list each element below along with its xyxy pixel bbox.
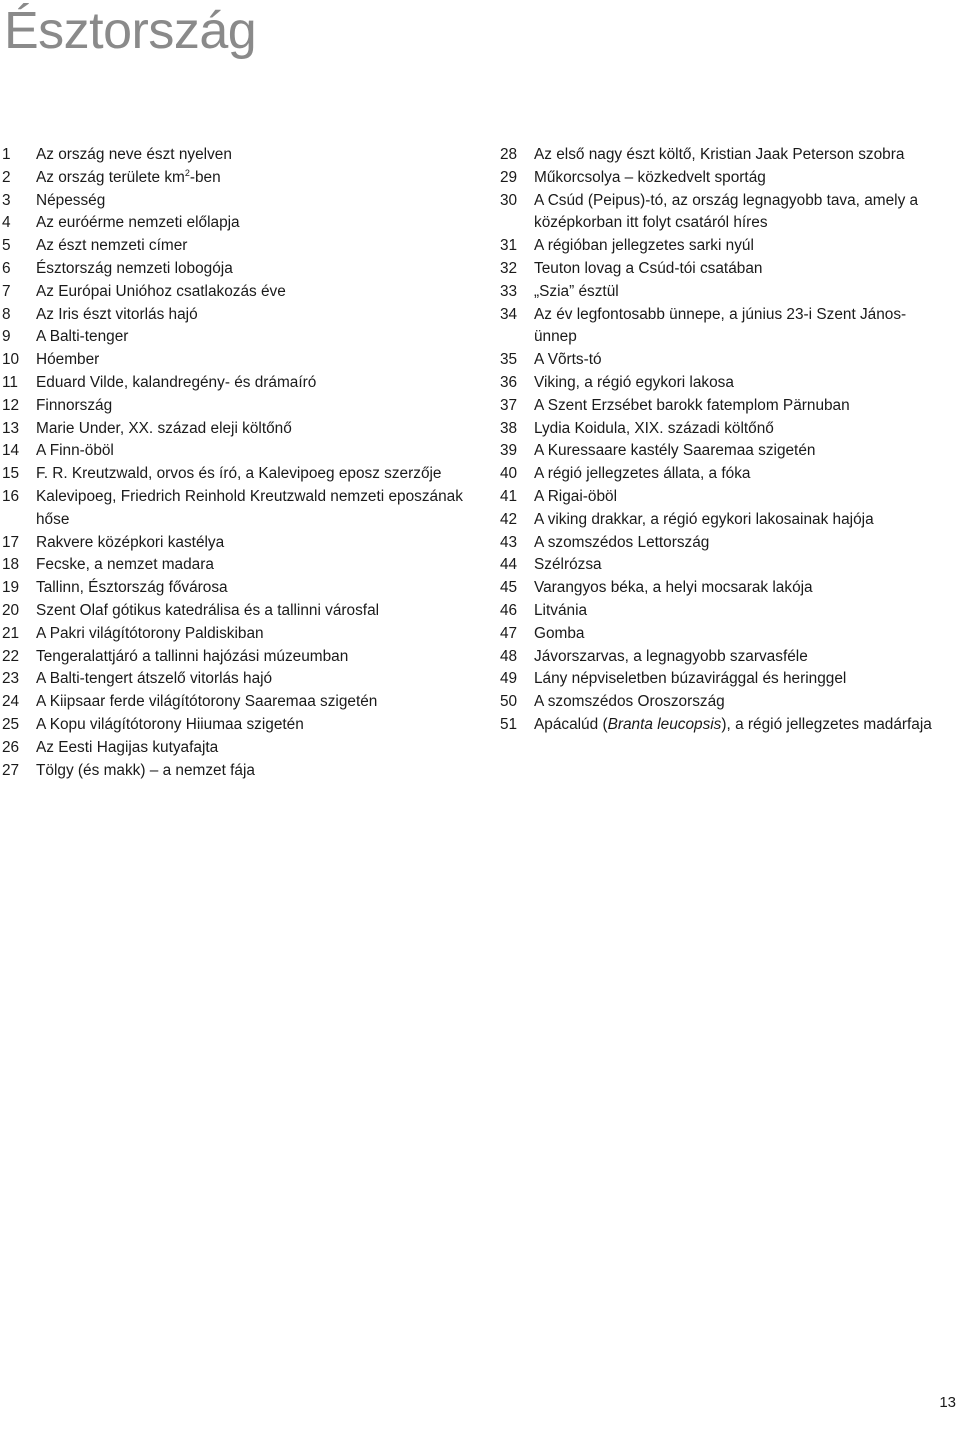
item-text: Az első nagy észt költő, Kristian Jaak Peterson szobra (534, 146, 905, 163)
item-number: 49 (500, 670, 518, 688)
item-text: A Balti-tenger (36, 328, 129, 346)
item-text (36, 167, 472, 190)
legend-item (500, 440, 940, 463)
item-number: 8 (2, 305, 11, 323)
legend-item (2, 463, 472, 486)
item-text-part: ), a régió jellegzetes madárfaja (721, 715, 932, 733)
legend-item (2, 190, 472, 213)
item-number: 32 (500, 259, 518, 277)
item-text: Az Eesti Hagijas kutyafajta (36, 738, 219, 756)
item-text: Kalevipoeg, Friedrich Reinhold Kreutzwald nemzeti eposzának hőse (36, 487, 463, 528)
legend-item (500, 395, 940, 418)
legend-item (500, 646, 940, 669)
legend-list-left (2, 144, 472, 782)
legend-item (2, 212, 472, 235)
item-number: 41 (500, 487, 518, 505)
item-text: Az ország neve észt nyelven (36, 146, 232, 163)
item-number: 47 (500, 624, 518, 642)
item-number: 44 (500, 556, 518, 574)
legend-item (2, 646, 472, 669)
item-text: A szomszédos Oroszország (534, 693, 725, 711)
legend-item (500, 372, 940, 395)
item-number: 42 (500, 510, 518, 528)
item-text: A Rigai-öböl (534, 487, 617, 505)
item-text (534, 714, 940, 737)
item-text: F. R. Kreutzwald, orvos és író, a Kalevipoeg eposz szerzője (36, 465, 442, 483)
item-text: A szomszédos Lettország (534, 533, 710, 551)
species-name: Branta leucopsis (607, 715, 722, 733)
item-text: „Szia” észtül (534, 282, 619, 300)
item-text: A viking drakkar, a régió egykori lakosainak hajója (534, 510, 874, 528)
item-number: 36 (500, 373, 518, 391)
item-number: 6 (2, 259, 11, 277)
item-number: 27 (2, 761, 20, 779)
item-text: Fecske, a nemzet madara (36, 556, 214, 574)
page-title: Észtország (4, 2, 257, 60)
item-number: 21 (2, 624, 20, 642)
item-text: Tölgy (és makk) – a nemzet fája (36, 761, 255, 779)
item-text: Rakvere középkori kastélya (36, 533, 225, 551)
item-number: 40 (500, 465, 518, 483)
superscript: 2 (184, 167, 190, 178)
item-number: 24 (2, 693, 20, 711)
item-text: Tengeralattjáró a tallinni hajózási múzeumban (36, 647, 349, 665)
item-number: 43 (500, 533, 518, 551)
legend-item (500, 532, 940, 555)
legend-item (500, 304, 940, 350)
legend-item (2, 600, 472, 623)
item-text-part: -ben (189, 168, 221, 186)
legend-item (2, 623, 472, 646)
item-text: Népesség (36, 191, 106, 209)
item-text: A Szent Erzsébet barokk fatemplom Pärnuban (534, 396, 850, 414)
legend-item (2, 714, 472, 737)
legend-item (500, 349, 940, 372)
item-number: 4 (2, 214, 11, 232)
legend-item (2, 486, 472, 532)
item-number: 13 (2, 419, 20, 437)
item-number: 5 (2, 237, 11, 255)
item-text: Lydia Koidula, XIX. századi költőnő (534, 419, 774, 437)
item-text: Az év legfontosabb ünnepe, a június 23-i Szent János-ünnep (534, 305, 907, 346)
legend-item (2, 554, 472, 577)
legend-item (500, 691, 940, 714)
item-text: A régióban jellegzetes sarki nyúl (534, 237, 754, 255)
item-text-part: Apácalúd ( (534, 715, 608, 733)
item-number: 16 (2, 487, 20, 505)
legend-item (500, 714, 940, 737)
item-number: 18 (2, 556, 20, 574)
legend-item (500, 486, 940, 509)
item-text: Teuton lovag a Csúd-tói csatában (534, 259, 763, 277)
item-text: Észtország nemzeti lobogója (36, 259, 233, 277)
item-number: 2 (2, 168, 11, 186)
item-text-part: Az ország területe km (36, 168, 185, 186)
item-text: Tallinn, Észtország fővárosa (36, 579, 228, 597)
legend-list-right (500, 144, 940, 737)
item-text: A Kopu világítótorony Hiiumaa szigetén (36, 715, 304, 733)
legend-item (500, 281, 940, 304)
item-number: 7 (2, 282, 11, 300)
legend-item (500, 167, 940, 190)
item-text: A Pakri világítótorony Paldiskiban (36, 624, 264, 642)
item-text: Az Európai Unióhoz csatlakozás éve (36, 282, 286, 300)
legend-item (2, 440, 472, 463)
legend-item (2, 235, 472, 258)
item-number: 23 (2, 670, 20, 688)
legend-item (500, 509, 940, 532)
item-number: 15 (2, 465, 20, 483)
item-text: Az észt nemzeti címer (36, 237, 188, 255)
item-number: 1 (2, 146, 11, 163)
legend-item (2, 326, 472, 349)
legend-item (2, 532, 472, 555)
item-number: 20 (2, 601, 20, 619)
item-text: A régió jellegzetes állata, a fóka (534, 465, 751, 483)
legend-item (500, 463, 940, 486)
item-number: 26 (2, 738, 20, 756)
item-number: 39 (500, 442, 518, 460)
legend-item (2, 668, 472, 691)
item-number: 30 (500, 191, 518, 209)
item-number: 28 (500, 146, 518, 163)
item-text: Viking, a régió egykori lakosa (534, 373, 734, 391)
item-text: A Võrts-tó (534, 351, 602, 369)
legend-item (500, 623, 940, 646)
legend-item (2, 691, 472, 714)
item-text: Varangyos béka, a helyi mocsarak lakója (534, 579, 813, 597)
item-text: Hóember (36, 351, 100, 369)
item-text: A Finn-öböl (36, 442, 114, 460)
item-number: 33 (500, 282, 518, 300)
item-text: Litvánia (534, 601, 588, 619)
legend-item (500, 190, 940, 236)
legend-item (2, 395, 472, 418)
legend-item (2, 167, 472, 190)
legend-item (2, 281, 472, 304)
page-number: 13 (939, 1394, 956, 1411)
legend-item (2, 418, 472, 441)
item-number: 3 (2, 191, 11, 209)
item-number: 12 (2, 396, 20, 414)
item-number: 22 (2, 647, 20, 665)
item-text: Marie Under, XX. század eleji költőnő (36, 419, 292, 437)
legend-item (2, 349, 472, 372)
item-text: Műkorcsolya – közkedvelt sportág (534, 168, 766, 186)
item-text: Az Iris észt vitorlás hajó (36, 305, 198, 323)
item-text: Jávorszarvas, a legnagyobb szarvasféle (534, 647, 808, 665)
item-number: 50 (500, 693, 518, 711)
item-number: 46 (500, 601, 518, 619)
item-text: A Kuressaare kastély Saaremaa szigetén (534, 442, 816, 460)
legend-item (500, 668, 940, 691)
item-number: 9 (2, 328, 11, 346)
item-text: Szent Olaf gótikus katedrálisa és a tallinni városfal (36, 601, 380, 619)
legend-item (500, 418, 940, 441)
item-number: 37 (500, 396, 518, 414)
item-number: 19 (2, 579, 20, 597)
item-number: 31 (500, 237, 518, 255)
legend-item (500, 554, 940, 577)
item-text: Lány népviseletben búzavirággal és heringgel (534, 670, 847, 688)
item-number: 45 (500, 579, 518, 597)
item-number: 29 (500, 168, 518, 186)
item-number: 48 (500, 647, 518, 665)
item-text: A Kiipsaar ferde világítótorony Saaremaa szigetén (36, 693, 378, 711)
item-number: 34 (500, 305, 518, 323)
item-text: A Balti-tengert átszelő vitorlás hajó (36, 670, 273, 688)
item-number: 11 (2, 373, 18, 391)
legend-item (500, 235, 940, 258)
legend-item (2, 144, 472, 167)
legend-item (2, 372, 472, 395)
item-number: 17 (2, 533, 20, 551)
legend-item (500, 144, 940, 167)
item-number: 14 (2, 442, 20, 460)
legend-item (2, 577, 472, 600)
legend-item (2, 304, 472, 327)
item-text: Az euróérme nemzeti előlapja (36, 214, 240, 232)
legend-item (500, 258, 940, 281)
legend-item (2, 760, 472, 783)
item-text: Eduard Vilde, kalandregény- és drámaíró (36, 373, 317, 391)
item-text: Gomba (534, 624, 585, 642)
item-text: A Csúd (Peipus)-tó, az ország legnagyobb tava, amely a középkorban itt folyt csatáról híres (534, 191, 919, 232)
legend-item (500, 600, 940, 623)
item-text: Finnország (36, 396, 113, 414)
item-text: Szélrózsa (534, 556, 602, 574)
item-number: 25 (2, 715, 20, 733)
item-number: 38 (500, 419, 518, 437)
legend-item (2, 258, 472, 281)
legend-item (500, 577, 940, 600)
item-number: 10 (2, 351, 20, 369)
item-number: 51 (500, 715, 518, 733)
item-number: 35 (500, 351, 518, 369)
legend-item (2, 737, 472, 760)
